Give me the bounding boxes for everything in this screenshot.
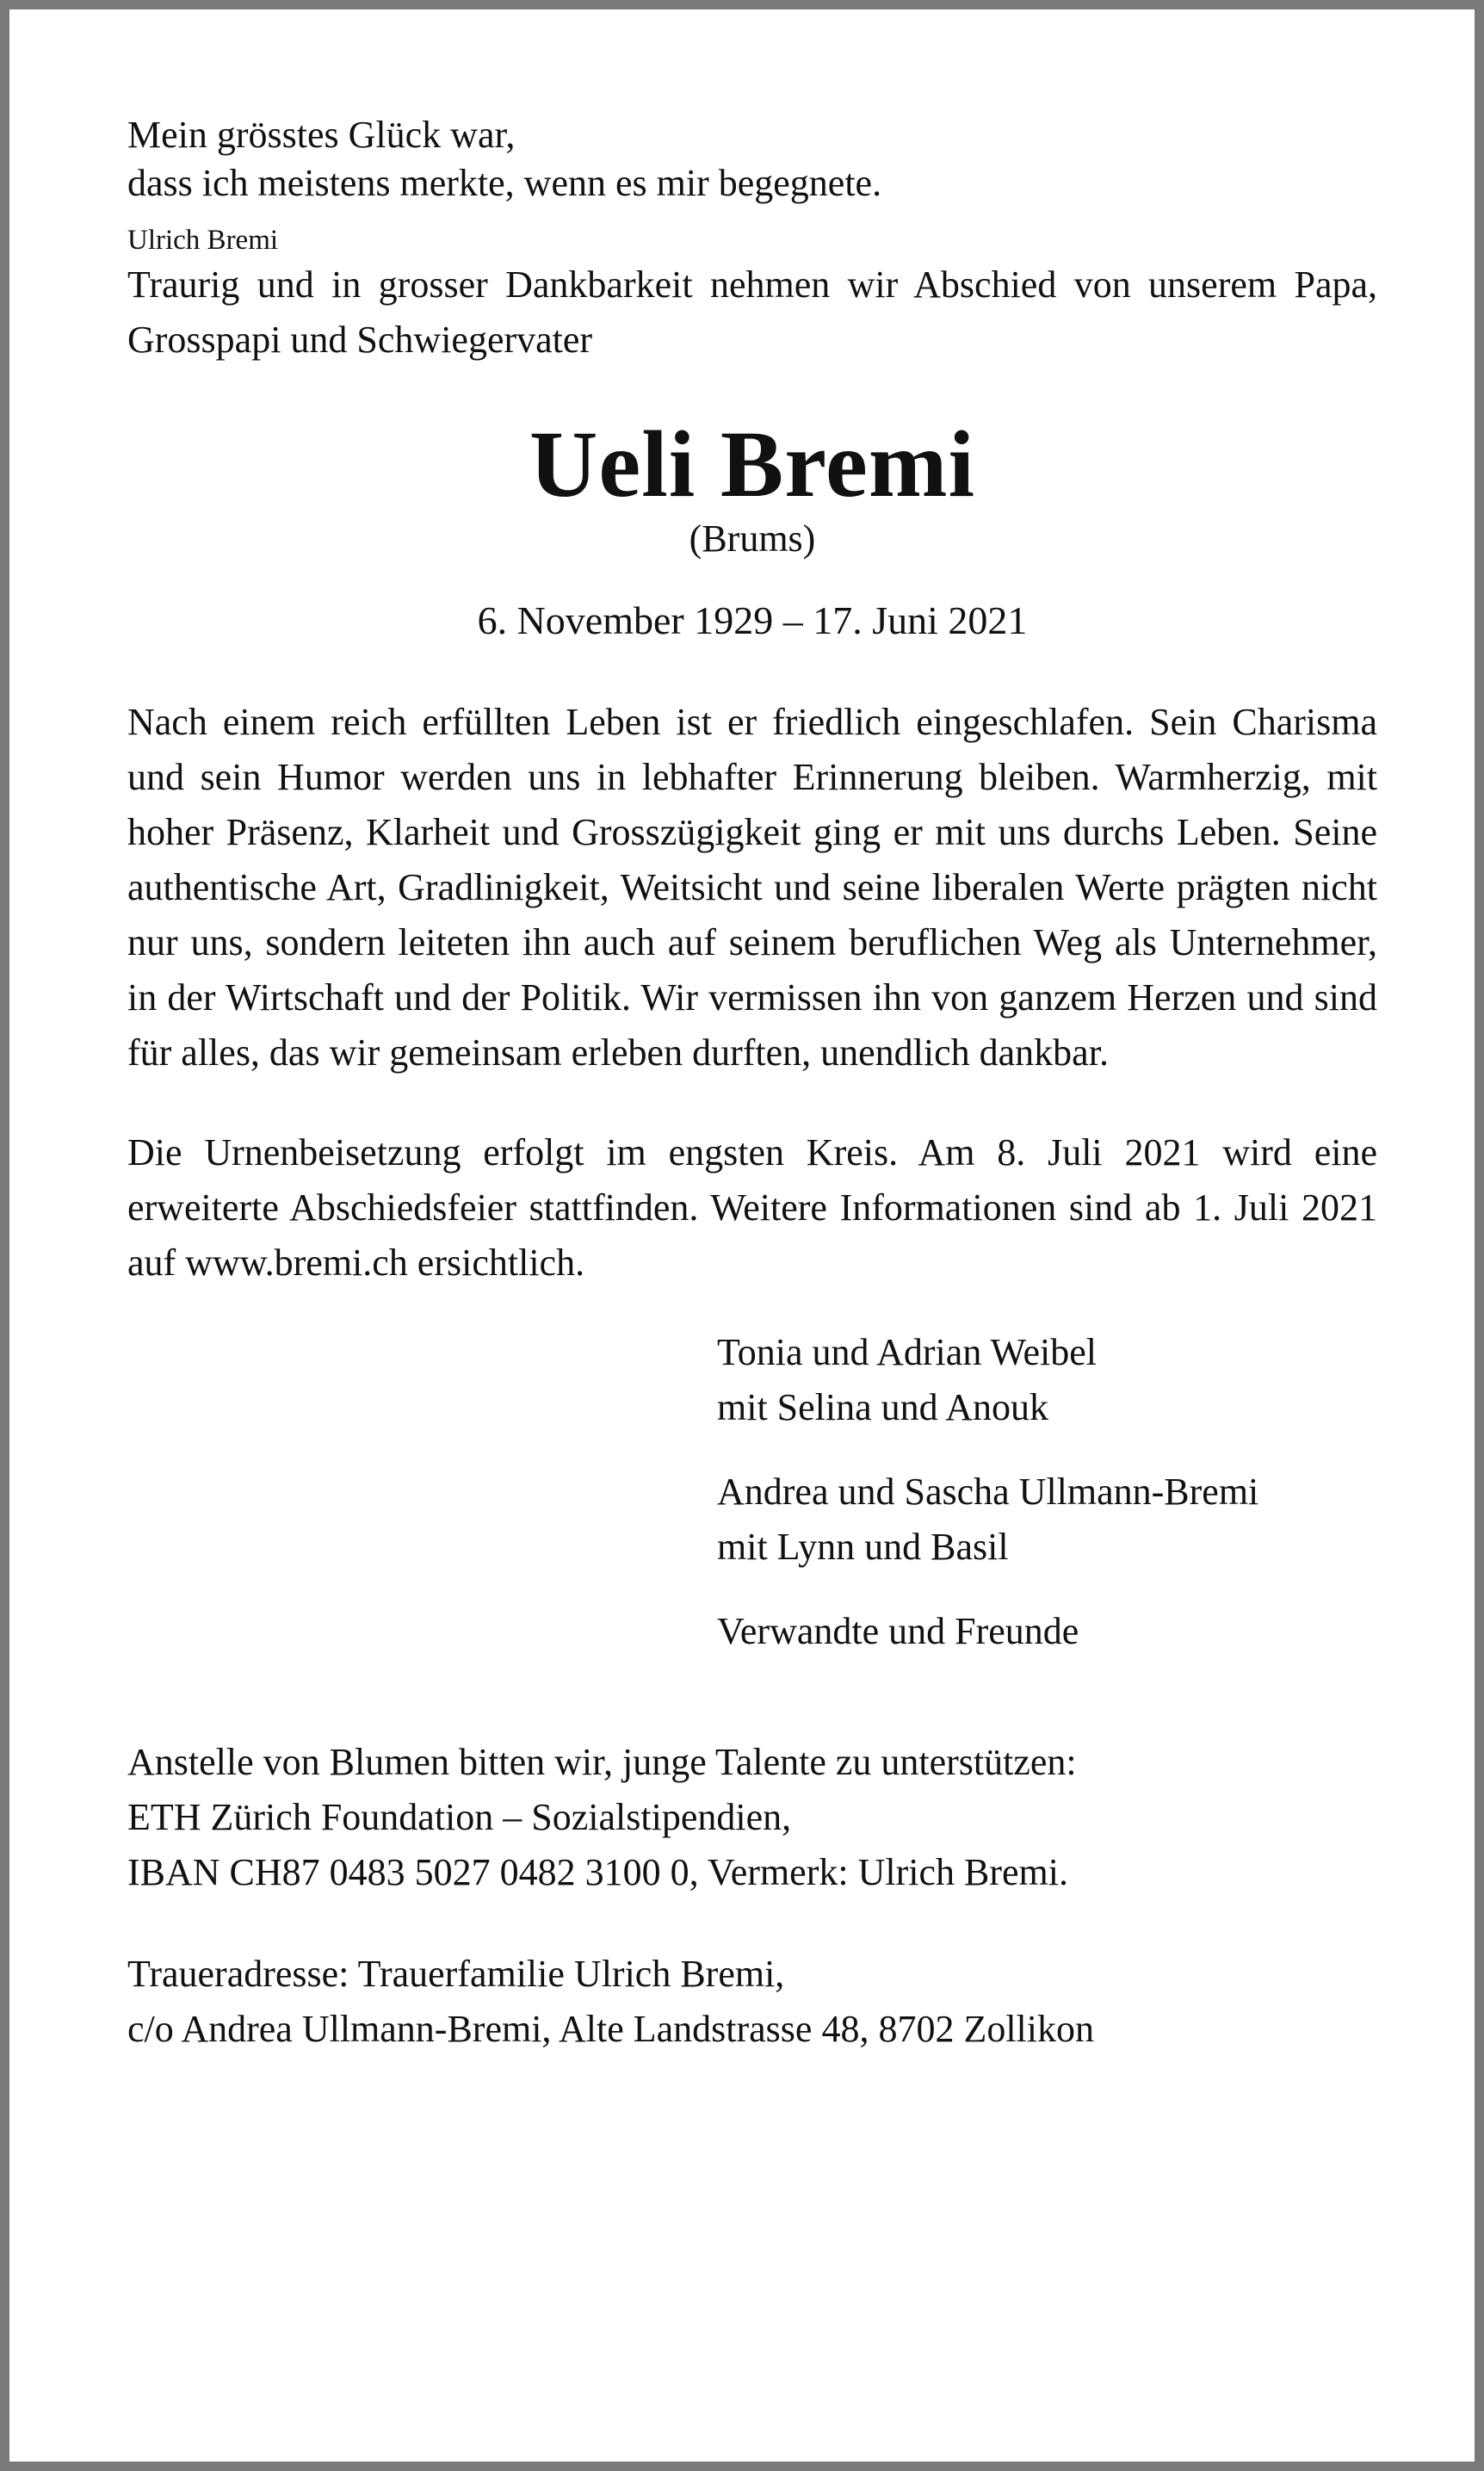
donation-line: Anstelle von Blumen bitten wir, junge Talente zu unterstützen: (127, 1741, 1077, 1783)
donation-info (127, 1735, 1377, 1900)
funeral-paragraph: Die Urnenbeisetzung erfolgt im engsten Kreis. Am 8. Juli 2021 wird eine erweiterte Abschiedsfeier stattfinden. Weitere Informationen sind ab 1. Juli 2021 auf www.bremi.ch ersichtlich. (127, 1131, 1377, 1284)
life-dates: 6. November 1929 – 17. Juni 2021 (477, 598, 1028, 642)
quote (127, 111, 1377, 207)
mourner-name: Andrea und Sascha Ullmann-Bremi (717, 1471, 1259, 1513)
notice-content (127, 111, 1377, 2057)
mourner-children: mit Selina und Anouk (717, 1386, 1048, 1428)
quote-line: dass ich meistens merkte, wenn es mir begegnete. (127, 162, 882, 204)
donation-iban: IBAN CH87 0483 5027 0482 3100 0, Vermerk: Ulrich Bremi. (127, 1851, 1068, 1893)
deceased-nickname: (Brums) (689, 517, 816, 560)
mourner-name: Verwandte und Freunde (717, 1610, 1079, 1652)
mourning-address (127, 1947, 1377, 2057)
quote-author: Ulrich Bremi (127, 225, 279, 256)
mourner-children: mit Lynn und Basil (717, 1526, 1009, 1568)
body-paragraph: Nach einem reich erfüllten Leben ist er friedlich eingeschlafen. Sein Charisma und sein Humor werden uns in lebhafter Erinnerung bleiben. Warmherzig, mit hoher Präsenz, Klarheit und Grosszügigkeit ging er mit uns durchs Leben. Seine authentische Art, Gradlinigkeit, Weitsicht und seine liberalen Werte prägten nicht nur uns, sondern leiteten ihn auch auf seinem beruflichen Weg als Unternehmer, in der Wirtschaft und der Politik. Wir vermissen ihn von ganzem Herzen und sind für alles, das wir gemeinsam erleben durften, unendlich dankbar. (127, 701, 1377, 1074)
mourners-list (717, 1325, 1377, 1659)
mourner-group (717, 1604, 1377, 1659)
mourner-group (717, 1465, 1377, 1575)
donation-line: ETH Zürich Foundation – Sozialstipendien, (127, 1796, 792, 1838)
intro-text: Traurig und in grosser Dankbarkeit nehmen wir Abschied von unserem Papa, Grosspapi und Schwiegervater (127, 263, 1377, 361)
address-line: Traueradresse: Trauerfamilie Ulrich Bremi, (127, 1953, 785, 1995)
address-line: c/o Andrea Ullmann-Bremi, Alte Landstrasse 48, 8702 Zollikon (127, 2008, 1095, 2050)
mourner-name: Tonia und Adrian Weibel (717, 1331, 1098, 1373)
quote-line: Mein grösstes Glück war, (127, 114, 516, 156)
deceased-name: Ueli Bremi (529, 412, 976, 517)
mourner-group (717, 1325, 1377, 1435)
